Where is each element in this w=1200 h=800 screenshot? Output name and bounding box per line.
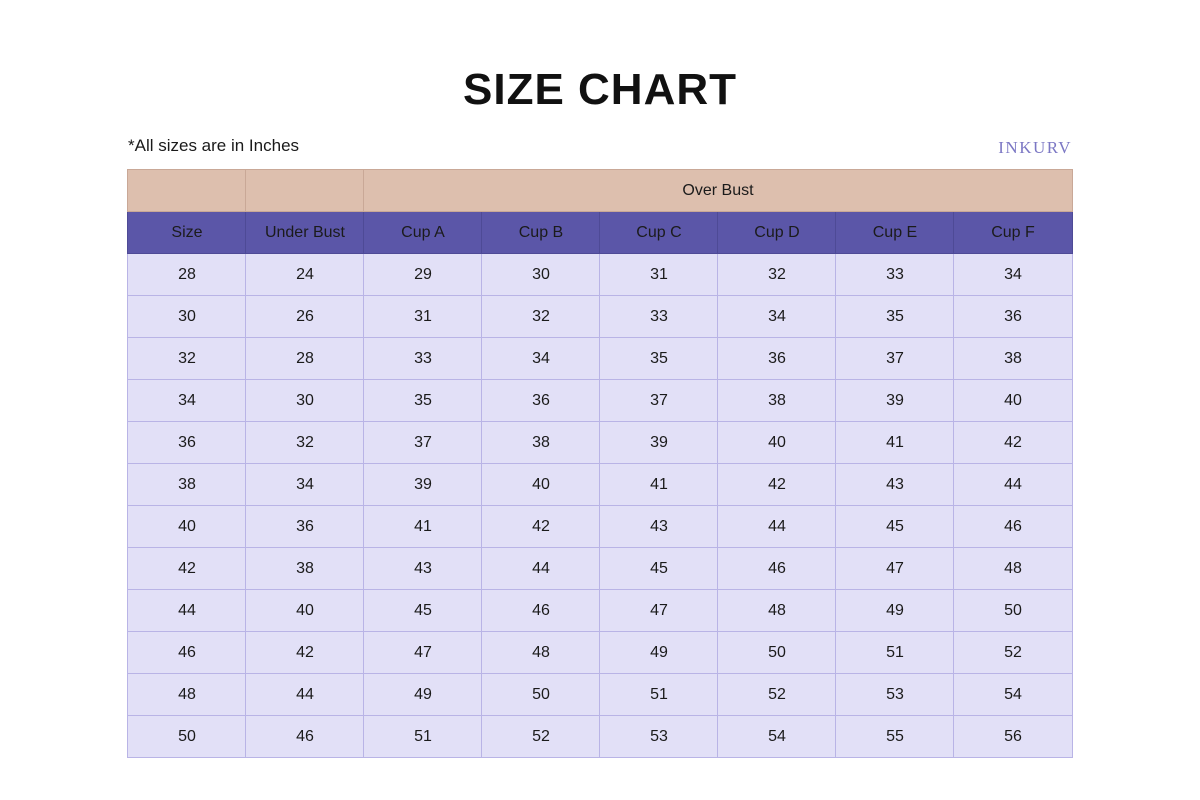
cell-size: 38 — [128, 464, 246, 506]
cell-cup-e: 55 — [836, 716, 954, 758]
cell-cup-f: 42 — [954, 422, 1072, 464]
size-chart-table — [127, 169, 1072, 758]
cell-under-bust: 38 — [246, 548, 364, 590]
table-row — [128, 716, 1072, 758]
cell-cup-f: 36 — [954, 296, 1072, 338]
cell-cup-c: 39 — [600, 422, 718, 464]
cell-cup-d: 38 — [718, 380, 836, 422]
cell-cup-e: 37 — [836, 338, 954, 380]
cell-size: 36 — [128, 422, 246, 464]
cell-cup-e: 53 — [836, 674, 954, 716]
cell-cup-d: 54 — [718, 716, 836, 758]
cell-size: 40 — [128, 506, 246, 548]
cell-cup-c: 45 — [600, 548, 718, 590]
cell-cup-d: 40 — [718, 422, 836, 464]
table-row — [128, 422, 1072, 464]
cell-under-bust: 28 — [246, 338, 364, 380]
column-header-cup-a: Cup A — [364, 212, 482, 254]
cell-cup-c: 43 — [600, 506, 718, 548]
cell-cup-c: 47 — [600, 590, 718, 632]
brand-logo: INKURV — [998, 138, 1072, 158]
cell-cup-e: 33 — [836, 254, 954, 296]
table-row — [128, 338, 1072, 380]
group-header-row — [128, 170, 1072, 212]
cell-size: 34 — [128, 380, 246, 422]
table-row — [128, 632, 1072, 674]
cell-cup-a: 29 — [364, 254, 482, 296]
cell-cup-d: 44 — [718, 506, 836, 548]
column-header-row — [128, 212, 1072, 254]
cell-cup-f: 50 — [954, 590, 1072, 632]
group-header-over-bust: Over Bust — [364, 170, 1072, 212]
column-header-size: Size — [128, 212, 246, 254]
subtitle-bar — [128, 136, 1072, 160]
column-header-cup-d: Cup D — [718, 212, 836, 254]
cell-cup-f: 40 — [954, 380, 1072, 422]
cell-cup-a: 43 — [364, 548, 482, 590]
cell-cup-c: 49 — [600, 632, 718, 674]
cell-cup-b: 34 — [482, 338, 600, 380]
cell-cup-b: 38 — [482, 422, 600, 464]
cell-under-bust: 44 — [246, 674, 364, 716]
table-row — [128, 506, 1072, 548]
cell-cup-c: 53 — [600, 716, 718, 758]
cell-cup-e: 49 — [836, 590, 954, 632]
units-note: *All sizes are in Inches — [128, 136, 300, 156]
table-row — [128, 674, 1072, 716]
cell-size: 44 — [128, 590, 246, 632]
cell-cup-d: 32 — [718, 254, 836, 296]
cell-under-bust: 40 — [246, 590, 364, 632]
cell-cup-b: 40 — [482, 464, 600, 506]
cell-cup-b: 48 — [482, 632, 600, 674]
cell-cup-a: 51 — [364, 716, 482, 758]
table-row — [128, 464, 1072, 506]
cell-size: 46 — [128, 632, 246, 674]
cell-cup-f: 48 — [954, 548, 1072, 590]
cell-cup-f: 54 — [954, 674, 1072, 716]
column-header-under-bust: Under Bust — [246, 212, 364, 254]
table-header — [128, 170, 1072, 254]
table-row — [128, 380, 1072, 422]
cell-cup-f: 44 — [954, 464, 1072, 506]
cell-cup-f: 46 — [954, 506, 1072, 548]
cell-cup-a: 33 — [364, 338, 482, 380]
cell-cup-e: 51 — [836, 632, 954, 674]
cell-cup-a: 41 — [364, 506, 482, 548]
cell-cup-c: 51 — [600, 674, 718, 716]
cell-cup-d: 48 — [718, 590, 836, 632]
cell-cup-e: 47 — [836, 548, 954, 590]
cell-cup-c: 41 — [600, 464, 718, 506]
cell-cup-e: 35 — [836, 296, 954, 338]
cell-cup-b: 44 — [482, 548, 600, 590]
cell-cup-f: 34 — [954, 254, 1072, 296]
cell-under-bust: 46 — [246, 716, 364, 758]
column-header-cup-c: Cup C — [600, 212, 718, 254]
cell-cup-e: 41 — [836, 422, 954, 464]
cell-under-bust: 34 — [246, 464, 364, 506]
cell-cup-a: 31 — [364, 296, 482, 338]
table-row — [128, 548, 1072, 590]
cell-cup-a: 45 — [364, 590, 482, 632]
column-header-cup-b: Cup B — [482, 212, 600, 254]
cell-size: 32 — [128, 338, 246, 380]
cell-cup-c: 33 — [600, 296, 718, 338]
cell-cup-c: 37 — [600, 380, 718, 422]
cell-cup-b: 32 — [482, 296, 600, 338]
cell-cup-c: 31 — [600, 254, 718, 296]
cell-cup-a: 49 — [364, 674, 482, 716]
cell-cup-f: 38 — [954, 338, 1072, 380]
cell-size: 28 — [128, 254, 246, 296]
cell-cup-b: 46 — [482, 590, 600, 632]
cell-cup-d: 42 — [718, 464, 836, 506]
cell-size: 42 — [128, 548, 246, 590]
column-header-cup-e: Cup E — [836, 212, 954, 254]
cell-cup-c: 35 — [600, 338, 718, 380]
table-row — [128, 296, 1072, 338]
cell-cup-b: 52 — [482, 716, 600, 758]
cell-cup-d: 50 — [718, 632, 836, 674]
cell-cup-b: 42 — [482, 506, 600, 548]
cell-under-bust: 24 — [246, 254, 364, 296]
cell-cup-f: 56 — [954, 716, 1072, 758]
cell-cup-e: 39 — [836, 380, 954, 422]
cell-size: 50 — [128, 716, 246, 758]
cell-cup-b: 50 — [482, 674, 600, 716]
cell-cup-d: 36 — [718, 338, 836, 380]
cell-cup-b: 30 — [482, 254, 600, 296]
cell-under-bust: 36 — [246, 506, 364, 548]
column-header-cup-f: Cup F — [954, 212, 1072, 254]
cell-under-bust: 32 — [246, 422, 364, 464]
group-header-blank-underbust — [246, 170, 364, 212]
table-body — [128, 254, 1072, 758]
cell-cup-b: 36 — [482, 380, 600, 422]
group-header-blank-size — [128, 170, 246, 212]
cell-cup-d: 34 — [718, 296, 836, 338]
cell-cup-f: 52 — [954, 632, 1072, 674]
table-row — [128, 590, 1072, 632]
table-row — [128, 254, 1072, 296]
cell-under-bust: 26 — [246, 296, 364, 338]
cell-cup-a: 37 — [364, 422, 482, 464]
cell-under-bust: 42 — [246, 632, 364, 674]
cell-cup-e: 45 — [836, 506, 954, 548]
cell-cup-e: 43 — [836, 464, 954, 506]
cell-cup-a: 35 — [364, 380, 482, 422]
cell-cup-a: 39 — [364, 464, 482, 506]
cell-size: 48 — [128, 674, 246, 716]
cell-under-bust: 30 — [246, 380, 364, 422]
cell-cup-d: 46 — [718, 548, 836, 590]
cell-size: 30 — [128, 296, 246, 338]
cell-cup-d: 52 — [718, 674, 836, 716]
page-title: SIZE CHART — [463, 65, 737, 114]
cell-cup-a: 47 — [364, 632, 482, 674]
